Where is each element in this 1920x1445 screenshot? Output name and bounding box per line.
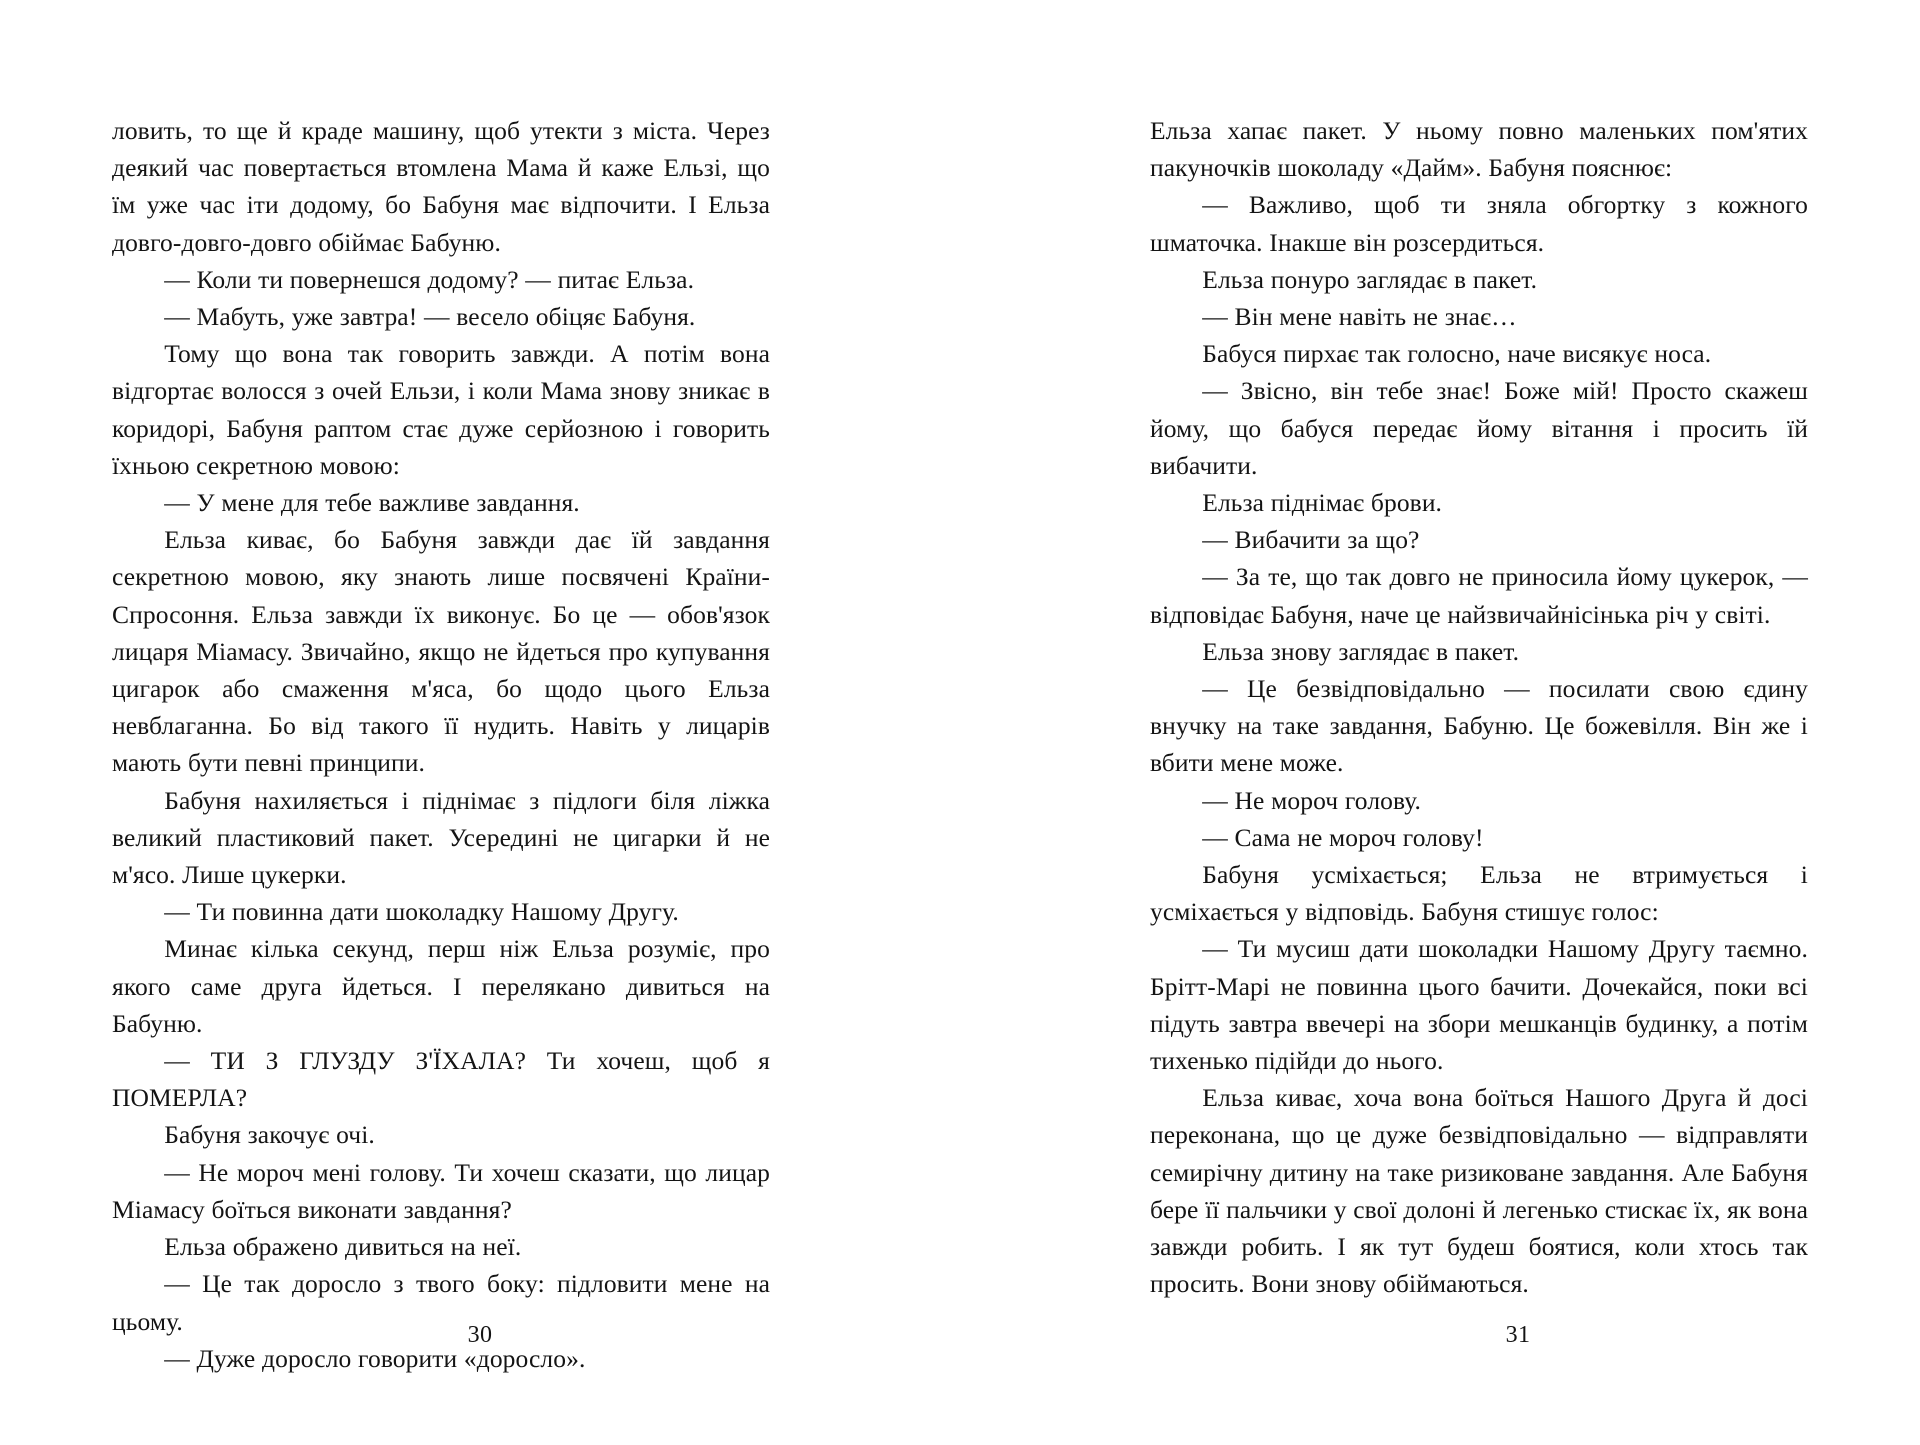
paragraph: — Коли ти повернешся додому? — питає Ельза. (164, 264, 695, 294)
paragraph: Бабуся пирхає так голосно, наче висякує носа. (1202, 339, 1712, 369)
paragraph: — Сама не мороч голову! (1202, 822, 1484, 852)
paragraph: Ельза знову заглядає в пакет. (1202, 636, 1520, 666)
paragraph: — Вибачити за що? (1202, 525, 1420, 555)
paragraph: — Важливо, щоб ти зняла обгортку з кожного шматочка. Інакше він розсердиться. (1150, 190, 1808, 257)
paragraph: Ельза киває, бо Бабуня завжди дає їй завдання секретною мовою, яку знають лише посвячені Країни-Спросоння. Ельза завжди їх виконує. Бо це — обов'язок лицаря Міамасу. Звичайно, якщо не йдеться про купування цигарок або смаження м'яса, бо щодо цього Ельза невблаганна. Бо від такого її нудить. Навіть у лицарів мають бути певні принципи. (112, 525, 770, 778)
paragraph: — ТИ З ГЛУЗДУ З'ЇХАЛА? Ти хочеш, щоб я ПОМЕРЛА? (112, 1046, 770, 1113)
paragraph: — Ти мусиш дати шоколадки Нашому Другу таємно. Брітт-Марі не повинна цього бачити. Дочекайся, поки всі підуть завтра ввечері на збори мешканців будинку, а потім тихенько підійди до нього. (1150, 934, 1808, 1076)
paragraph: — Звісно, він тебе знає! Боже мій! Просто скажеш йому, що бабуся передає йому вітання і просить їй вибачити. (1150, 376, 1808, 480)
paragraph: — Мабуть, уже завтра! — весело обіцяє Бабуня. (164, 302, 696, 332)
paragraph: — За те, що так довго не приносила йому цукерок, — відповідає Бабуня, наче це найзвичайнісінька річ у світі. (1150, 562, 1808, 629)
paragraph: — У мене для тебе важливе завдання. (164, 488, 580, 518)
paragraph: Минає кілька секунд, перш ніж Ельза розуміє, про якого саме друга йдеться. І перелякано дивиться на Бабуню. (112, 934, 770, 1038)
right-page-text-block (1150, 112, 1808, 1303)
paragraph: — Ти повинна дати шоколадку Нашому Другу. (164, 897, 679, 927)
paragraph: Ельза ображено дивиться на неї. (164, 1232, 522, 1262)
page-number-left: 30 (467, 1322, 493, 1348)
page-number-right: 31 (1505, 1322, 1531, 1348)
paragraph: ловить, то ще й краде машину, щоб утекти з міста. Через деякий час повертається втомлена Мама й каже Ельзі, що їм уже час іти додому, бо Бабуня має відпочити. І Ельза довго-довго-довго обіймає Бабуню. (112, 116, 770, 257)
paragraph: Ельза понуро заглядає в пакет. (1202, 264, 1538, 294)
paragraph: Ельза хапає пакет. У ньому повно маленьких пом'ятих пакуночків шоколаду «Дайм». Бабуня пояснює: (1150, 116, 1808, 183)
paragraph: — Це так доросло з твого боку: підловити мене на цьому. (112, 1269, 770, 1336)
paragraph: — Не мороч мені голову. Ти хочеш сказати, що лицар Міамасу боїться виконати завдання? (112, 1157, 770, 1224)
paragraph: — Не мороч голову. (1202, 785, 1422, 815)
paragraph: Бабуня закочує очі. (164, 1120, 375, 1150)
paragraph: Бабуня усміхається; Ельза не втримується і усміхається у відповідь. Бабуня стишує голос: (1150, 860, 1808, 927)
paragraph: Ельза киває, хоча вона боїться Нашого Друга й досі переконана, що це дуже безвідповідально — відправляти семирічну дитину на таке ризиковане завдання. Але Бабуня бере її пальчики у свої долоні й легенько стискає їх, як вона завжди робить. І як тут будеш боятися, коли хтось так просить. Вони знову обіймаються. (1150, 1083, 1808, 1299)
paragraph: Бабуня нахиляється і піднімає з підлоги біля ліжка великий пластиковий пакет. Усередині не цигарки й не м'ясо. Лише цукерки. (112, 785, 770, 890)
paragraph: Тому що вона так говорить завжди. А потім вона відгортає волосся з очей Ельзи, і коли Мама знову зникає в коридорі, Бабуня раптом стає дуже серйозною і говорить їхньою секретною мовою: (112, 339, 770, 480)
paragraph: — Дуже доросло говорити «доросло». (164, 1343, 586, 1373)
page-right (960, 0, 1920, 1445)
paragraph: Ельза піднімає брови. (1202, 488, 1443, 518)
left-page-text-block (112, 112, 770, 1377)
paragraph: — Це безвідповідально — посилати свою єдину внучку на таке завдання, Бабуню. Це божевілля. Він же і вбити мене може. (1150, 674, 1808, 778)
paragraph: — Він мене навіть не знає… (1202, 302, 1517, 332)
